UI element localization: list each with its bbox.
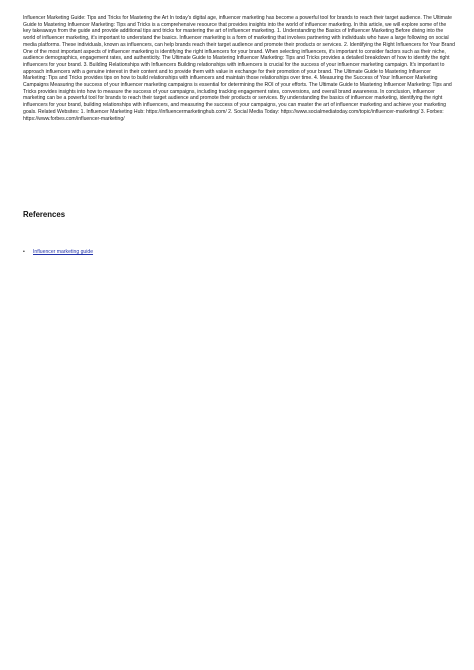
article-body: Influencer Marketing Guide: Tips and Tricks for Mastering the Art In today's digital age, influencer marketing has become a powerful tool for brands to reach their target audience. The Ultimate Guide to Mastering Influencer Marketing: Tips and Tricks is a comprehensive resource that provides insights into the world of influencer marketing. In this article, we will explore some of the key takeaways from the guide and provide additional tips and tricks for mastering the art of influencer marketing. 1. Understanding the Basics of Influencer Marketing Before diving into the world of influencer marketing, it's important to understand the basics. Influencer marketing is a form of marketing that involves partnering with individuals who have a large following on social media platforms. These individuals, known as influencers, can help brands reach their target audience and promote their products or services. 2. Identifying the Right Influencers for Your Brand One of the most important aspects of influencer marketing is identifying the right influencers for your brand. When selecting influencers, it's important to consider factors such as their niche, audience demographics, engagement rates, and authenticity. The Ultimate Guide to Mastering Influencer Marketing: Tips and Tricks provides a detailed breakdown of how to identify the right influencers for your brand. 3. Building Relationships with Influencers Building relationships with influencers is crucial for the success of your influencer marketing campaign. It's important to approach influencers with a genuine interest in their content and to provide them with value in exchange for their promotion of your brand. The Ultimate Guide to Mastering Influencer Marketing: Tips and Tricks provides tips on how to build relationships with influencers and maintain those relationships over time. 4. Measuring the Success of Your Influencer Marketing Campaigns Measuring the success of your influencer marketing campaigns is essential for determining the ROI of your efforts. The Ultimate Guide to Mastering Influencer Marketing: Tips and Tricks provides insights into how to measure the success of your campaigns, including tracking engagement rates, conversions, and overall brand awareness. In conclusion, influencer marketing can be a powerful tool for brands to reach their target audience and promote their products or services. By understanding the basics of influencer marketing, identifying the right influencers for your brand, building relationships with influencers, and measuring the success of your campaigns, you can master the art of influencer marketing and achieve your marketing goals. Related Websites: 1. Influencer Marketing Hub: https://influencermarketinghub.com/ 2. Social Media Today: https://www.socialmediatoday.com/topic/influencer-marketing/ 3. Forbes: https://www.forbes.com/influencer-marketing/ bbox=[23, 15, 455, 122]
reference-link-influencer-marketing-guide[interactable]: Influencer marketing guide bbox=[33, 249, 94, 255]
references-list bbox=[23, 249, 93, 256]
bullet-icon: • bbox=[23, 249, 25, 255]
references-heading: References bbox=[23, 210, 66, 219]
reference-item bbox=[23, 249, 93, 256]
